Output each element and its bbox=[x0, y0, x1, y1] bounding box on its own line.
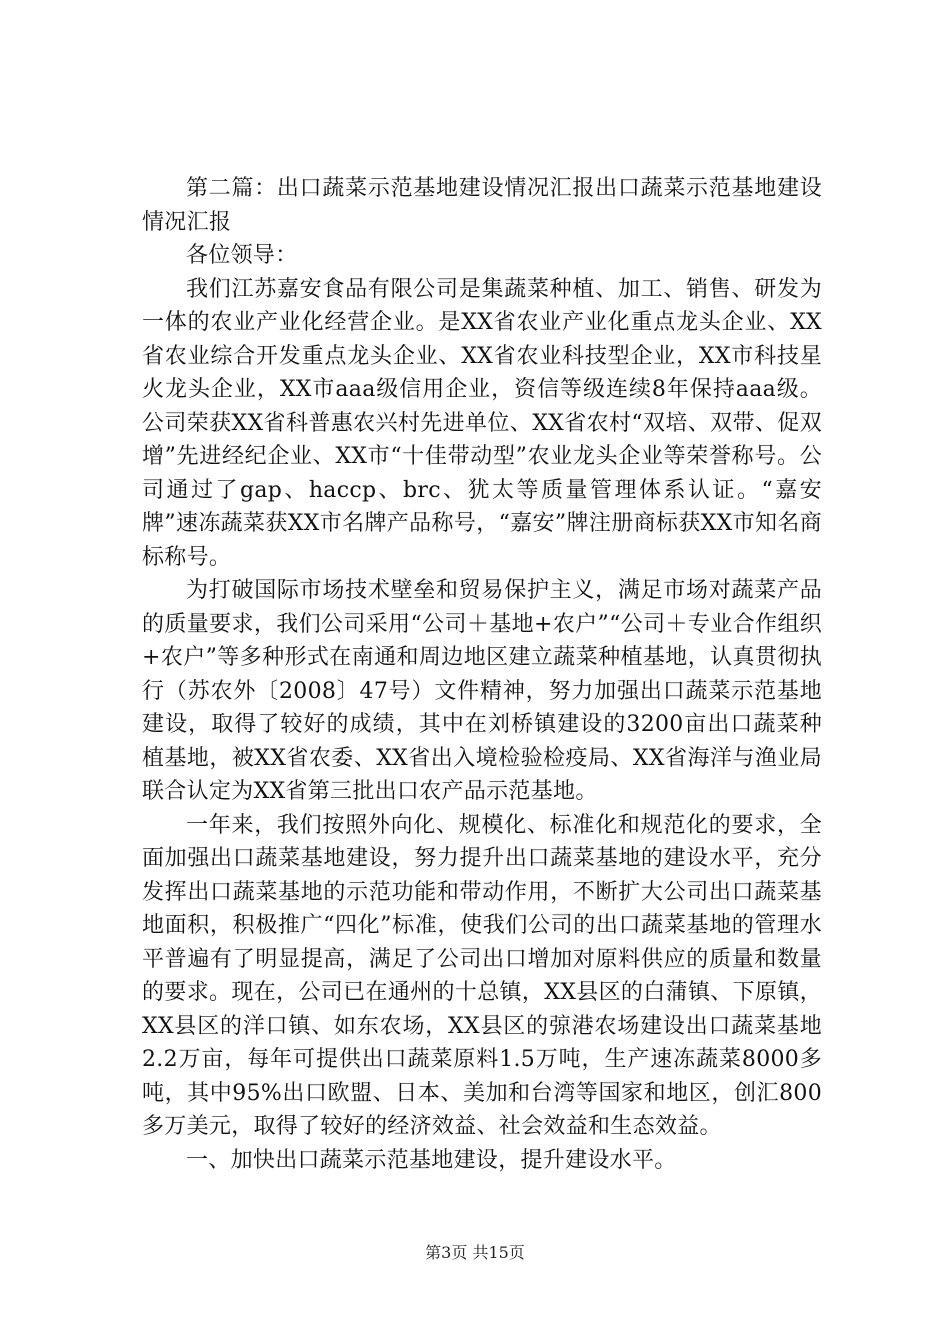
document-body bbox=[142, 172, 822, 1177]
salutation: 各位领导： bbox=[186, 243, 298, 268]
paragraph-annual-review: 一年来，我们按照外向化、规模化、标准化和规范化的要求，全面加强出口蔬菜基地建设，努力提升出口蔬菜基地的建设水平，充分发挥出口蔬菜基地的示范功能和带动作用，不断扩大公司出口蔬菜基地面积，积极推广“四化”标准，使我们公司的出口蔬菜基地的管理水平普遍有了明显提高，满足了公司出口增加对原料供应的质量和数量的要求。现在，公司已在通州的十总镇，XX县区的白蒲镇、下原镇，XX县区的洋口镇、如东农场，XX县区的弶港农场建设出口蔬菜基地2.2万亩，每年可提供出口蔬菜原料1.5万吨，生产速冻蔬菜8000多吨，其中95%出口欧盟、日本、美加和台湾等国家和地区，创汇800多万美元，取得了较好的经济效益、社会效益和生态效益。 bbox=[142, 812, 822, 1139]
section-title: 第二篇：出口蔬菜示范基地建设情况汇报出口蔬菜示范基地建设情况汇报 bbox=[142, 176, 822, 235]
paragraph-base-construction: 为打破国际市场技术壁垒和贸易保护主义，满足市场对蔬菜产品的质量要求，我们公司采用“公司＋基地+农户”“公司＋专业合作组织+农户”等多种形式在南通和周边地区建立蔬菜种植基地，认真贯彻执行（苏农外〔2008〕47号）文件精神，努力加强出口蔬菜示范基地建设，取得了较好的成绩，其中在刘桥镇建设的3200亩出口蔬菜种植基地，被XX省农委、XX省出入境检验检疫局、XX省海洋与渔业局联合认定为XX省第三批出口农产品示范基地。 bbox=[142, 578, 822, 804]
subheading-one: 一、加快出口蔬菜示范基地建设，提升建设水平。 bbox=[186, 1147, 677, 1173]
paragraph-company-intro: 我们江苏嘉安食品有限公司是集蔬菜种植、加工、销售、研发为一体的农业产业化经营企业。是XX省农业产业化重点龙头企业、XX省农业综合开发重点龙头企业、XX省农业科技型企业，XX市科技星火龙头企业，XX市aaa级信用企业，资信等级连续8年保持aaa级。公司荣获XX省科普惠农兴村先进单位、XX省农村“双培、双带、促双增”先进经纪企业、XX市“十佳带动型”农业龙头企业等荣誉称号。公司通过了gap、haccp、brc、犹太等质量管理体系认证。“嘉安牌”速冻蔬菜获XX市名牌产品称号，“嘉安”牌注册商标获XX市知名商标称号。 bbox=[142, 276, 822, 570]
page-number-footer: 第3页 共15页 bbox=[425, 1243, 525, 1262]
